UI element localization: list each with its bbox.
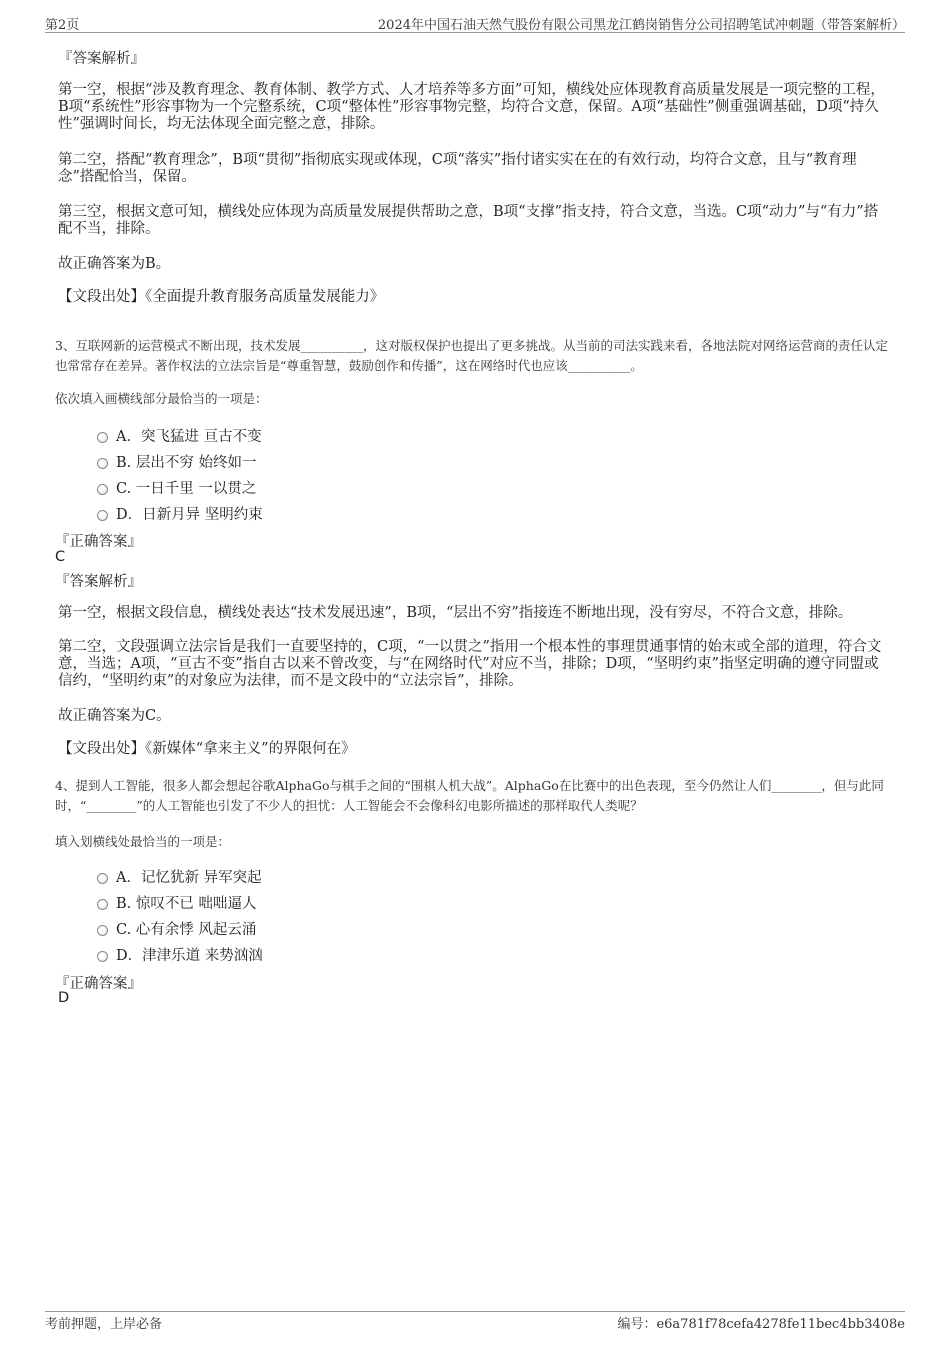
radio-icon[interactable] xyxy=(97,899,108,910)
radio-icon[interactable] xyxy=(97,484,108,495)
option-a[interactable] xyxy=(97,425,262,446)
document-code: 编号：e6a781f78cefa4278fe11bec4bb3408e xyxy=(617,1317,905,1332)
radio-icon[interactable] xyxy=(97,432,108,443)
radio-icon[interactable] xyxy=(97,951,108,962)
radio-icon[interactable] xyxy=(97,458,108,469)
option-label: A．突飞猛进 亘古不变 xyxy=(116,429,262,445)
page-number: 第2页 xyxy=(45,18,80,33)
question-stem: 3、互联网新的运营模式不断出现，技术发展__________，这对版权保护也提出了更多挑战。从当前的司法实践来看，各地法院对网络运营商的责任认定也常常存在差异。著作权法的立法宗旨是“尊重智慧，鼓励创作和传播”，这在网络时代也应该__________。 xyxy=(55,338,888,373)
question-prompt: 填入划横线处最恰当的一项是： xyxy=(55,834,231,849)
option-d[interactable] xyxy=(97,503,263,524)
analysis-paragraph: 第二空，搭配“教育理念”，B项“贯彻”指彻底实现或体现，C项“落实”指付诸实实在在的有效行动，均符合文意，且与“教育理念”搭配恰当，保留。 xyxy=(58,152,857,185)
correct-answer: D xyxy=(58,990,70,1006)
option-label: D．日新月异 坚明约束 xyxy=(116,507,263,523)
question-prompt: 依次填入画横线部分最恰当的一项是： xyxy=(55,391,268,406)
option-a[interactable] xyxy=(97,866,262,887)
answer-conclusion: 故正确答案为C。 xyxy=(58,708,171,724)
option-b[interactable] xyxy=(97,451,256,472)
answer-conclusion: 故正确答案为B。 xyxy=(58,256,171,272)
document-title: 2024年中国石油天然气股份有限公司黑龙江鹤岗销售分公司招聘笔试冲刺题（带答案解析） xyxy=(377,18,905,33)
correct-answer-heading: 『正确答案』 xyxy=(55,534,142,550)
footer-divider xyxy=(45,1311,905,1312)
option-c[interactable] xyxy=(97,477,256,498)
radio-icon[interactable] xyxy=(97,925,108,936)
analysis-paragraph: 第一空，根据文段信息，横线处表达“技术发展迅速”，B项，“层出不穷”指接连不断地出现，没有穷尽，不符合文意，排除。 xyxy=(58,605,853,621)
option-c[interactable] xyxy=(97,918,256,939)
option-label: B. 层出不穷 始终如一 xyxy=(116,455,257,471)
analysis-paragraph: 第二空，文段强调立法宗旨是我们一直要坚持的，C项，“一以贯之”指用一个根本性的事理贯通事情的始末或全部的道理，符合文意，当选；A项，“亘古不变”指自古以来不曾改变，与“在网络时代”对应不当，排除；D项，“坚明约束”指坚定明确的遵守同盟或信约，“坚明约束”的对象应为法律，而不是文段中的“立法宗旨”，排除。 xyxy=(58,639,882,689)
option-label: C. 一日千里 一以贯之 xyxy=(116,481,257,497)
analysis-heading: 『答案解析』 xyxy=(58,51,145,67)
analysis-paragraph: 第三空，根据文意可知，横线处应体现为高质量发展提供帮助之意，B项“支撑”指支持，符合文意，当选。C项“动力”与“有力”搭配不当，排除。 xyxy=(58,204,879,237)
correct-answer: C xyxy=(55,549,66,565)
option-label: A．记忆犹新 异军突起 xyxy=(116,870,262,886)
radio-icon[interactable] xyxy=(97,873,108,884)
option-label: B. 惊叹不已 咄咄逼人 xyxy=(116,896,257,912)
option-b[interactable] xyxy=(97,892,256,913)
source-citation: 【文段出处】《全面提升教育服务高质量发展能力》 xyxy=(58,289,385,305)
analysis-heading: 『答案解析』 xyxy=(55,574,142,590)
option-d[interactable] xyxy=(97,944,263,965)
option-label: D．津津乐道 来势汹汹 xyxy=(116,948,263,964)
question-stem: 4、提到人工智能，很多人都会想起谷歌AlphaGo与棋手之间的“围棋人机大战”。AlphaGo在比赛中的出色表现，至今仍然让人们________，但与此同时，“________”的人工智能也引发了不少人的担忧：人工智能会不会像科幻电影所描述的那样取代人类呢？ xyxy=(55,778,884,813)
header-divider xyxy=(45,32,905,33)
correct-answer-heading: 『正确答案』 xyxy=(55,976,142,992)
analysis-paragraph: 第一空，根据“涉及教育理念、教育体制、教学方式、人才培养等多方面”可知，横线处应体现教育高质量发展是一项完整的工程，B项“系统性”形容事物为一个完整系统，C项“整体性”形容事物完整，均符合文意，保留。A项“基础性”侧重强调基础，D项“持久性”强调时间长，均无法体现全面完整之意，排除。 xyxy=(58,82,885,132)
option-label: C. 心有余悸 风起云涌 xyxy=(116,922,257,938)
footer-slogan: 考前押题，上岸必备 xyxy=(45,1317,163,1332)
radio-icon[interactable] xyxy=(97,510,108,521)
source-citation: 【文段出处】《新媒体“拿来主义”的界限何在》 xyxy=(58,741,356,757)
